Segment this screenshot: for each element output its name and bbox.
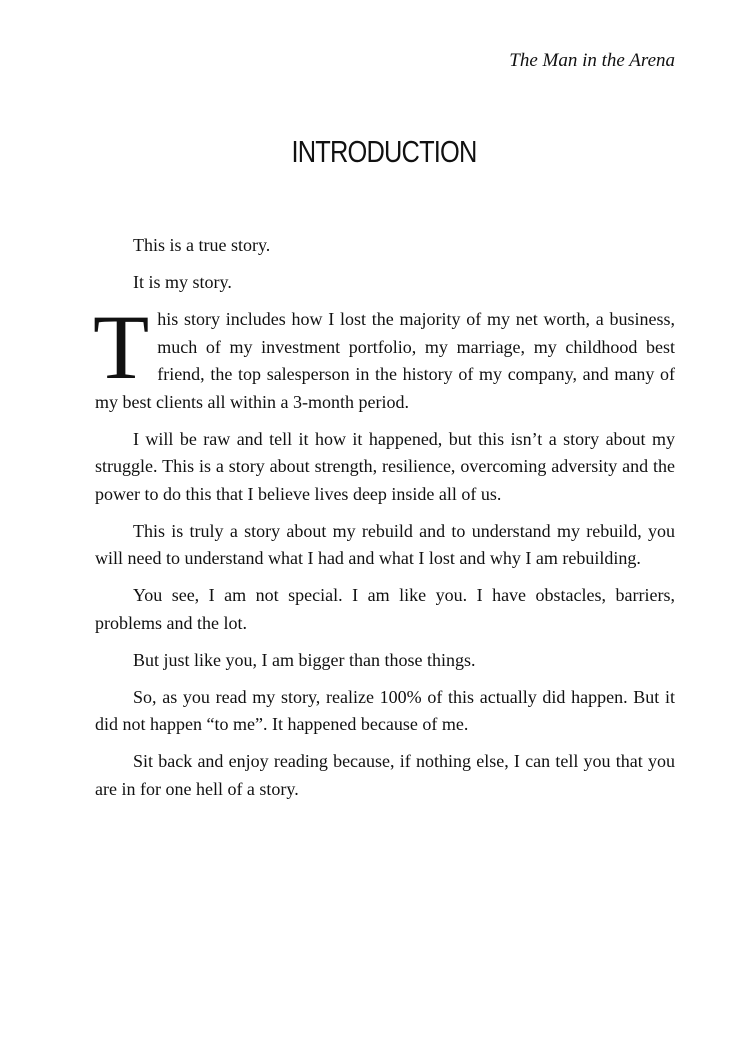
paragraph: It is my story. <box>133 272 232 292</box>
paragraph: I will be raw and tell it how it happened, but this isn’t a story about my struggle. This is a story about strength, resilience, overcoming adversity and the power to do this that I believe lives deep inside all of us. <box>95 428 675 504</box>
paragraph: So, as you read my story, realize 100% of this actually did happen. But it did not happen “to me”. It happened because of me. <box>95 686 675 734</box>
paragraph: This is truly a story about my rebuild and to understand my rebuild, you will need to understand what I had and what I lost and why I am rebuilding. <box>95 520 675 568</box>
chapter-title: INTRODUCTION <box>291 134 477 169</box>
paragraph: This is a true story. <box>133 235 271 255</box>
paragraph-drop-cap <box>93 296 675 416</box>
paragraph: You see, I am not special. I am like you. I have obstacles, barriers, problems and the lot. <box>95 585 675 633</box>
running-head: The Man in the Arena <box>509 50 675 71</box>
chapter-body <box>95 232 675 813</box>
paragraph: But just like you, I am bigger than those things. <box>133 649 476 670</box>
drop-cap: T <box>93 296 150 398</box>
paragraph: Sit back and enjoy reading because, if nothing else, I can tell you that you are in for one hell of a story. <box>95 751 675 799</box>
paragraph-text: his story includes how I lost the majority of my net worth, a business, much of my investment portfolio, my marriage, my childhood best friend, the top salesperson in the history of my company, and many of my best clients all within a 3-month period. <box>95 309 675 412</box>
